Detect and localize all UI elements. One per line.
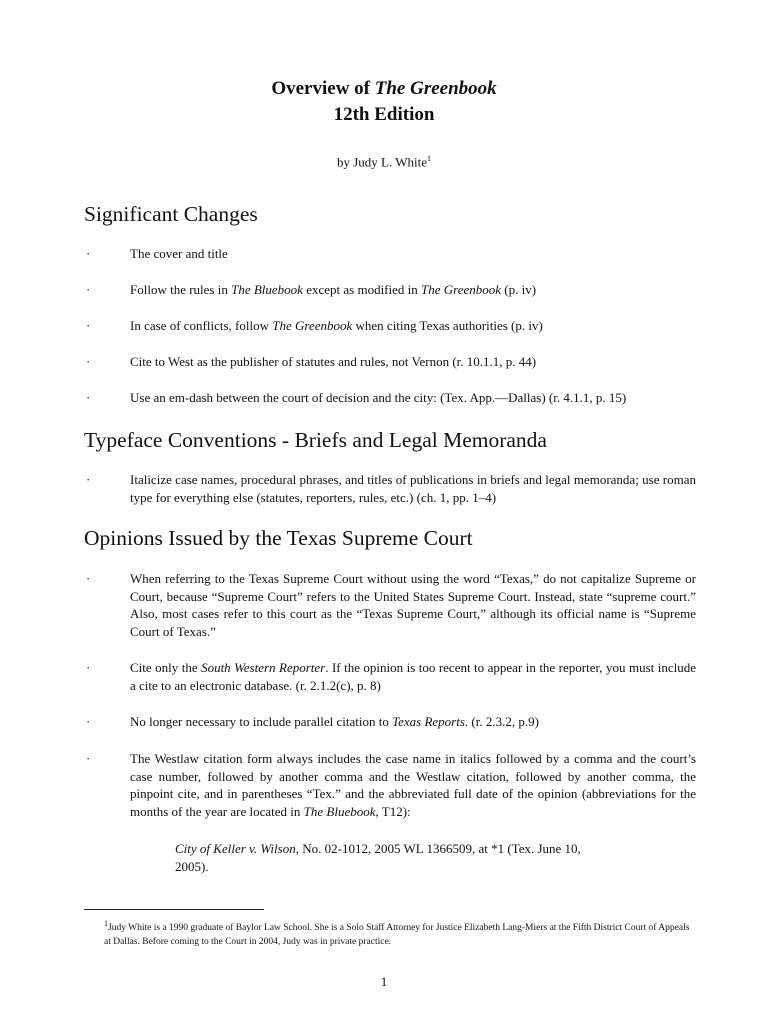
- list-item: · In case of conflicts, follow The Greenbook when citing Texas authorities (p. iv): [86, 318, 543, 333]
- bullet-dot: ·: [86, 472, 91, 487]
- list-item: · Follow the rules in The Bluebook except as modified in The Greenbook (p. iv): [86, 282, 537, 297]
- title-prefix: Overview of: [271, 78, 375, 99]
- citation-example: [175, 840, 595, 875]
- list-item: · The Westlaw citation form always includes the case name in italics followed by a comma and the court’s case number, followed by another comma and the Westlaw citation, followed by another comma, the pinpoint cite, and in parentheses “Tex.” and the abbreviated full date of the opinion (abbreviations for the months of the year are located in The Bluebook, T12):: [86, 751, 696, 819]
- list-item: · Cite to West as the publisher of statutes and rules, not Vernon (r. 10.1.1, p. 44): [86, 354, 537, 369]
- section-heading: Opinions Issued by the Texas Supreme Court: [84, 526, 473, 550]
- section-heading: Typeface Conventions - Briefs and Legal Memoranda: [84, 428, 547, 452]
- footnote: [104, 917, 694, 949]
- bullet-dot: ·: [86, 354, 91, 369]
- bullet-dot: ·: [86, 246, 91, 261]
- byline: [0, 154, 768, 170]
- bullet-dot: ·: [86, 751, 91, 766]
- title-edition: 12th Edition: [333, 104, 435, 125]
- footnote-mark: 1: [104, 919, 108, 928]
- bullet-dot: ·: [86, 318, 91, 333]
- example-citation: , No. 02-1012, 2005 WL 1366509, at *1 (Tex. June 10, 2005).: [175, 841, 581, 874]
- footnote-divider: [84, 909, 264, 910]
- footnote-ref: 1: [427, 154, 432, 163]
- title-line-1: [0, 76, 768, 102]
- title-book-name: The Greenbook: [374, 78, 497, 99]
- document-title: [0, 76, 768, 128]
- example-case-name: City of Keller v. Wilson: [175, 841, 296, 856]
- bullet-dot: ·: [86, 660, 91, 675]
- byline-author: by Judy L. White: [336, 154, 428, 170]
- bullet-dot: ·: [86, 282, 91, 297]
- list-item: · Cite only the South Western Reporter. If the opinion is too recent to appear in the reporter, you must include a cite to an electronic database. (r. 2.1.2(c), p. 8): [86, 660, 696, 693]
- page-number: 1: [380, 974, 388, 989]
- section-heading: Significant Changes: [84, 202, 258, 226]
- list-item: · Italicize case names, procedural phrases, and titles of publications in briefs and legal memoranda; use roman type for everything else (statutes, reporters, rules, etc.) (ch. 1, pp. 1–4): [86, 472, 696, 505]
- bullet-dot: ·: [86, 390, 91, 405]
- list-item: · The cover and title: [86, 246, 228, 261]
- footnote-text: Judy White is a 1990 graduate of Baylor Law School. She is a Solo Staff Attorney for Justice Elizabeth Lang-Miers at the Fifth District Court of Appeals at Dallas. Before coming to the Court in 2004, Judy was in private practice.: [104, 923, 690, 947]
- bullet-dot: ·: [86, 714, 91, 729]
- bullet-dot: ·: [86, 571, 91, 586]
- list-item: · When referring to the Texas Supreme Court without using the word “Texas,” do not capitalize Supreme or Court, because “Supreme Court” refers to the United States Supreme Court. Instead, state “supreme court.” Also, most cases refer to this court as the “Texas Supreme Court,” although its official name is “Supreme Court of Texas.”: [86, 571, 696, 639]
- list-item: · No longer necessary to include parallel citation to Texas Reports. (r. 2.3.2, p.9): [86, 714, 539, 729]
- list-item: · Use an em-dash between the court of decision and the city: (Tex. App.—Dallas) (r. 4.1.1, p. 15): [86, 390, 627, 405]
